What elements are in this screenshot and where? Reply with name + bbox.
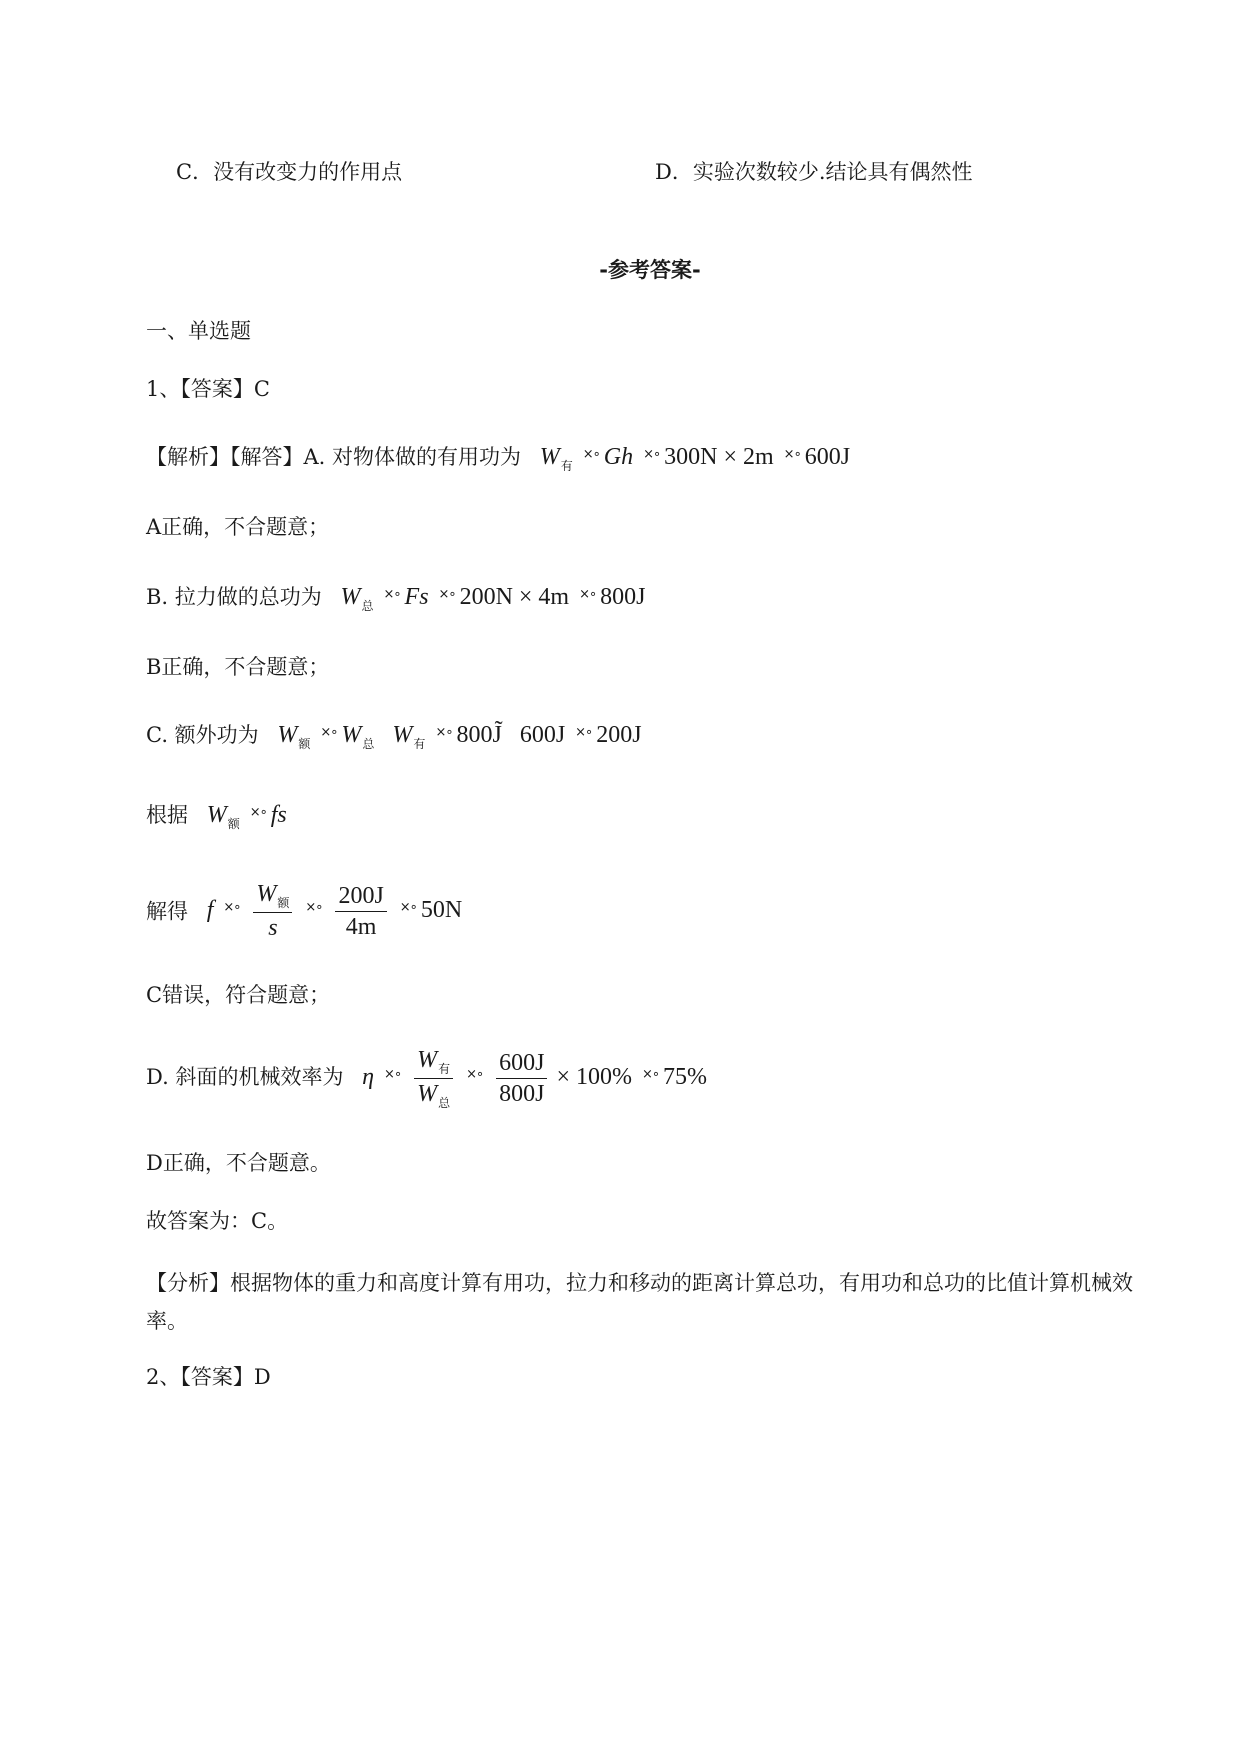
- equation-c: $W_额$ ×∘ $W_总$ $W_有$ ×∘ 800J̃ 600J ×∘ 200J: [277, 722, 642, 751]
- basis-intro: 根据: [146, 803, 188, 827]
- basis-line: [146, 800, 287, 834]
- equation-a: $W_有$ ×∘ Gh ×∘ 300N × 2m ×∘ 600J: [539, 444, 851, 473]
- d-conclusion: D正确，不合题意。: [146, 1151, 331, 1175]
- q1-analysis-a: [146, 442, 850, 476]
- a-conclusion: A正确，不合题意；: [146, 515, 330, 539]
- fraction-useful-over-total: $\frac{W_有}{W_总}$: [414, 1046, 453, 1111]
- equation-basis: $W_额$ ×∘ fs: [206, 802, 287, 831]
- analysis-intro: 【解析】【解答】A. 对物体做的有用功为: [146, 445, 522, 469]
- c-conclusion: C错误，符合题意；: [146, 983, 331, 1007]
- option-d: D．实验次数较少.结论具有偶然性: [655, 160, 973, 184]
- q2-answer: 2、【答案】D: [146, 1365, 271, 1389]
- analysis-summary: 【分析】根据物体的重力和高度计算有用功，拉力和移动的距离计算总功，有用功和总功的比值计算机械效率。: [146, 1271, 1133, 1333]
- equation-solve: f ×∘ $\frac{W_额}{s}$ ×∘ $\frac{200J}{4m}$ ×∘ 50N: [206, 881, 463, 942]
- equation-b: $W_总$ ×∘ Fs ×∘ 200N × 4m ×∘ 800J: [340, 584, 646, 613]
- answer-title: -参考答案-: [599, 258, 701, 282]
- equation-d: η ×∘ $\frac{W_有}{W_总}$ ×∘ $\frac{600J}{800J}$ × 100% ×∘ 75%: [362, 1047, 708, 1110]
- d-intro: D. 斜面的机械效率为: [146, 1065, 344, 1090]
- q1-analysis-b: [146, 582, 645, 616]
- solve-line: [146, 880, 462, 944]
- fraction-600j-over-800j: $\frac{600J}{800J}$: [496, 1049, 547, 1108]
- section-heading: 一、单选题: [146, 319, 251, 343]
- fraction-w-over-s: $\frac{W_额}{s}$: [253, 880, 292, 942]
- q1-analysis-d: [146, 1046, 707, 1111]
- fraction-200j-over-4m: $\frac{200J}{4m}$: [335, 882, 386, 941]
- b-intro: B. 拉力做的总功为: [146, 585, 322, 609]
- q1-answer: 1、【答案】C: [146, 377, 270, 401]
- q1-analysis-c: [146, 720, 642, 754]
- solve-intro: 解得: [146, 899, 188, 924]
- b-conclusion: B正确，不合题意；: [146, 655, 330, 679]
- option-c: C．没有改变力的作用点: [176, 160, 403, 184]
- final-answer: 故答案为：C。: [146, 1209, 289, 1233]
- c-intro: C. 额外功为: [146, 723, 259, 747]
